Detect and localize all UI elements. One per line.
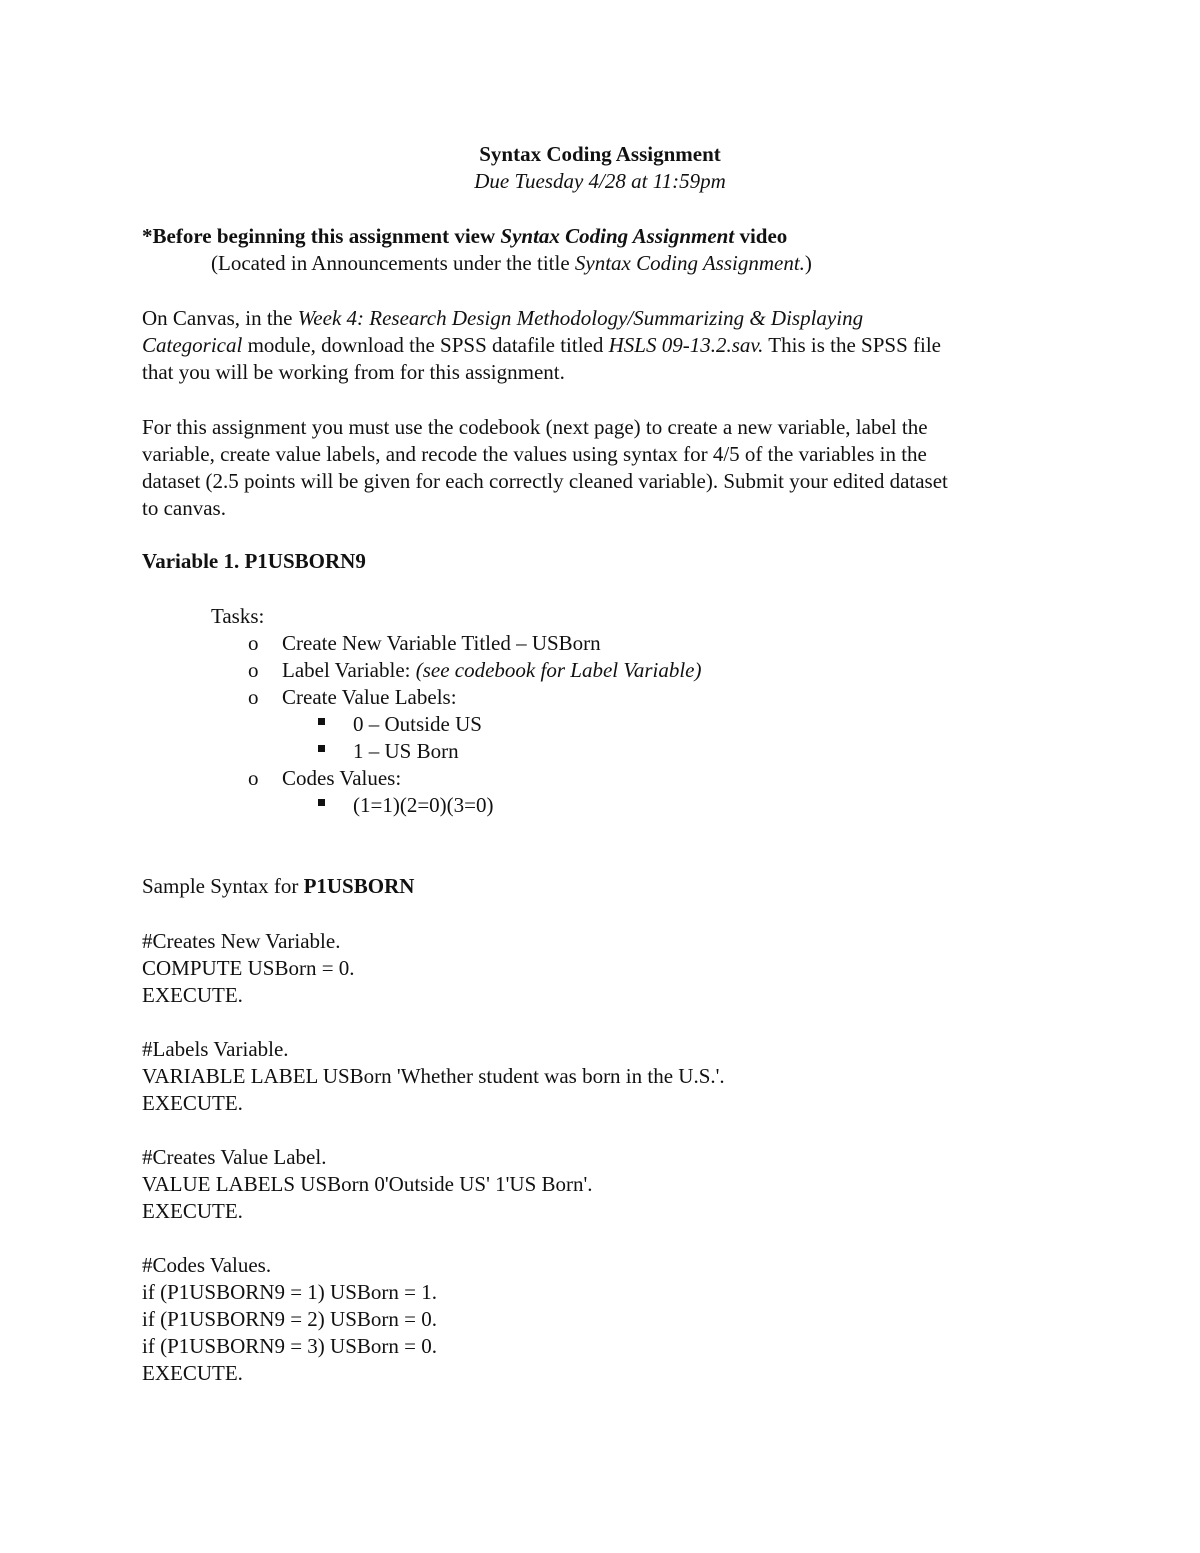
intro-line-2 (142, 332, 941, 359)
syntax-execute: EXECUTE. (142, 1199, 243, 1223)
syntax-comment-value: #Creates Value Label. (142, 1145, 327, 1169)
tasks-label: Tasks: (211, 604, 265, 628)
syntax-if-1: if (P1USBORN9 = 1) USBorn = 1. (142, 1280, 437, 1304)
intro-mid: module, download the SPSS datafile titled (242, 333, 609, 357)
task-label-variable-prefix: Label Variable: (282, 658, 416, 682)
video-notice-suffix: video (734, 224, 788, 248)
task-codes-values: Codes Values: (282, 766, 402, 790)
code-values-mapping: (1=1)(2=0)(3=0) (353, 793, 494, 817)
value-label-1: 1 – US Born (353, 739, 459, 763)
syntax-if-2: if (P1USBORN9 = 2) USBorn = 0. (142, 1307, 437, 1331)
due-date (0, 168, 1200, 195)
sample-syntax-variable: P1USBORN (303, 874, 415, 898)
syntax-comment-create: #Creates New Variable. (142, 929, 341, 953)
syntax-compute: COMPUTE USBorn = 0. (142, 956, 355, 980)
task-bullet: o (248, 766, 259, 790)
instructions-line-4: to canvas. (142, 496, 226, 520)
syntax-comment-label: #Labels Variable. (142, 1037, 289, 1061)
task-bullet: o (248, 631, 259, 655)
square-bullet-icon (318, 718, 325, 725)
syntax-execute: EXECUTE. (142, 1361, 243, 1385)
intro-datafile-name: HSLS 09-13.2.sav. (608, 333, 764, 357)
instructions-line-3: dataset (2.5 points will be given for each correctly cleaned variable). Submit your edited dataset (142, 469, 948, 493)
variable-heading (142, 548, 366, 575)
instructions-line-1: For this assignment you must use the codebook (next page) to create a new variable, label the (142, 415, 928, 439)
square-bullet-icon (318, 799, 325, 806)
intro-line-1 (142, 305, 863, 332)
syntax-comment-codes: #Codes Values. (142, 1253, 272, 1277)
syntax-execute: EXECUTE. (142, 1091, 243, 1115)
task-label-variable-note: (see codebook for Label Variable) (415, 658, 702, 682)
video-location-title: Syntax Coding Assignment. (574, 251, 805, 275)
sample-syntax-prefix: Sample Syntax for (142, 874, 304, 898)
sample-syntax-heading (142, 873, 414, 900)
task-create-variable: Create New Variable Titled – USBorn (282, 631, 601, 655)
video-notice-title: Syntax Coding Assignment (500, 224, 735, 248)
video-location (211, 250, 812, 277)
video-location-suffix: ) (804, 251, 812, 275)
intro-module-name-cont: Categorical (142, 333, 243, 357)
task-bullet: o (248, 685, 259, 709)
task-label-variable (282, 657, 702, 684)
syntax-if-3: if (P1USBORN9 = 3) USBorn = 0. (142, 1334, 437, 1358)
value-label-0: 0 – Outside US (353, 712, 482, 736)
syntax-variable-label: VARIABLE LABEL USBorn 'Whether student was born in the U.S.'. (142, 1064, 725, 1088)
square-bullet-icon (318, 745, 325, 752)
syntax-execute: EXECUTE. (142, 983, 243, 1007)
syntax-value-labels: VALUE LABELS USBorn 0'Outside US' 1'US Born'. (142, 1172, 593, 1196)
instructions-line-2: variable, create value labels, and recode the values using syntax for 4/5 of the variables in the (142, 442, 927, 466)
task-create-value-labels: Create Value Labels: (282, 685, 457, 709)
intro-suffix: This is the SPSS file (763, 333, 941, 357)
video-location-prefix: (Located in Announcements under the title (211, 251, 575, 275)
variable-heading-text: Variable 1. P1USBORN9 (142, 549, 366, 573)
task-bullet: o (248, 658, 259, 682)
intro-prefix: On Canvas, in the (142, 306, 298, 330)
intro-line-3: that you will be working from for this assignment. (142, 360, 565, 384)
intro-module-name: Week 4: Research Design Methodology/Summarizing & Displaying (297, 306, 864, 330)
due-date-text: Due Tuesday 4/28 at 11:59pm (474, 169, 726, 193)
document-title: Syntax Coding Assignment (479, 142, 721, 166)
video-notice (142, 223, 787, 250)
video-notice-prefix: *Before beginning this assignment view (142, 224, 501, 248)
